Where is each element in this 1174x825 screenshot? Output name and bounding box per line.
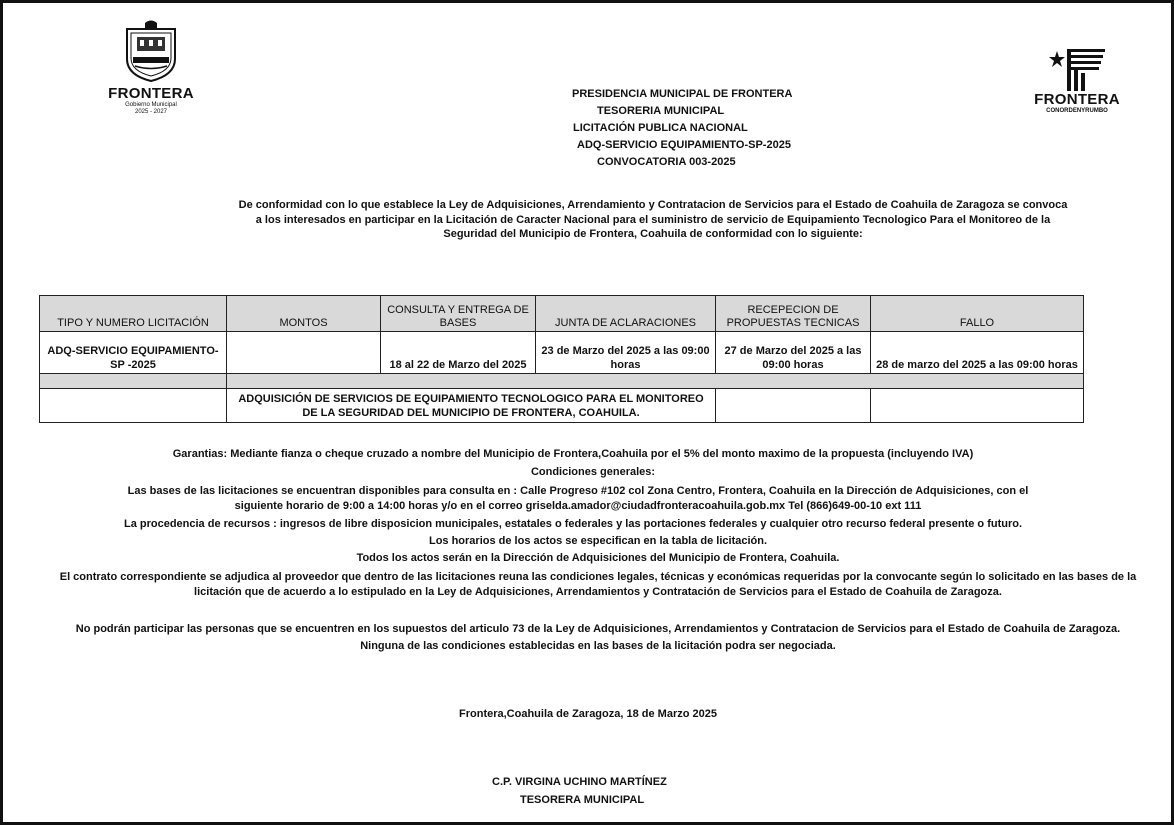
header-licitacion: LICITACIÓN PUBLICA NACIONAL [573, 122, 748, 134]
col-header-fallo: FALLO [871, 296, 1084, 332]
intro-line: Seguridad del Municipio de Frontera, Coahuila de conformidad con lo siguiente: [443, 228, 863, 240]
intro-paragraph [203, 198, 1103, 242]
licitacion-table [39, 295, 1084, 423]
place-date: Frontera,Coahuila de Zaragoza, 18 de Marzo 2025 [459, 708, 717, 720]
table-description-row [40, 389, 1084, 423]
ninguna-text: Ninguna de las condiciones establecidas en las bases de la licitación podra ser negociada. [360, 640, 836, 652]
no-podran-text: No podrán participar las personas que se encuentren en los supuestos del articulo 73 de la Ley de Adquisiciones, Arrendamientos y Contratacion de Servicios para el Estado de Coahuila de Zaragoza. [75, 623, 1121, 635]
cell-empty [716, 389, 871, 423]
frontera-brand-mark-icon [1047, 47, 1107, 91]
col-header-recepcion: RECEPECION DE PROPUESTAS TECNICAS [716, 296, 871, 332]
col-header-junta: JUNTA DE ACLARACIONES [536, 296, 716, 332]
intro-line: De conformidad con lo que establece la Ley de Adquisiciones, Arrendamiento y Contratacion de Servicios para el Estado de Coahuila de Zaragoza se convoca [238, 199, 1068, 211]
logo-left-subtitle: Gobierno Municipal [125, 102, 177, 108]
bases-line: siguiente horario de 9:00 a 14:00 horas y/o en el correo griselda.amador@ciudadfronteracoahuila.gob.mx Tel (866)649-00-10 ext 111 [234, 499, 922, 512]
cell-empty [40, 389, 227, 423]
bases-text [28, 484, 1128, 513]
table-row [40, 332, 1084, 374]
cell-empty [871, 389, 1084, 423]
table-header-row [40, 296, 1084, 332]
garantias-text: Garantias: Mediante fianza o cheque cruzado a nombre del Municipio de Frontera,Coahuila por el 5% del monto maximo de la propuesta (incluyendo IVA) [172, 448, 974, 460]
logo-left-period: 2025 - 2027 [134, 109, 168, 115]
cell-fallo: 28 de marzo del 2025 a las 09:00 horas [871, 332, 1084, 374]
signer-role: TESORERA MUNICIPAL [520, 794, 645, 806]
horarios-text: Los horarios de los actos se especifican en la tabla de licitación. [428, 535, 768, 547]
logo-right-name: FRONTERA [1034, 91, 1120, 108]
cell-junta: 23 de Marzo del 2025 a las 09:00 horas [536, 332, 716, 374]
actos-text: Todos los actos serán en la Dirección de Adquisiciones del Municipio de Frontera, Coahuila. [356, 552, 840, 564]
col-header-montos: MONTOS [227, 296, 381, 332]
contrato-line: El contrato correspondiente se adjudica al proveedor que dentro de las licitaciones reuna las condiciones legales, técnicas y económicas requeridas por la convocante según lo solicitado en las bases de la [59, 571, 1137, 583]
header-procedure-id: ADQ-SERVICIO EQUIPAMIENTO-SP-2025 [577, 139, 791, 151]
header-convocatoria: CONVOCATORIA 003-2025 [597, 156, 736, 168]
cell-description: ADQUISICIÓN DE SERVICIOS DE EQUIPAMIENTO TECNOLOGICO PARA EL MONITOREO DE LA SEGURIDAD DEL MUNICIPIO DE FRONTERA, COAHUILA. [227, 389, 716, 423]
cell-consulta: 18 al 22 de Marzo del 2025 [381, 332, 536, 374]
header-tesoreria: TESORERIA MUNICIPAL [597, 105, 725, 117]
cell-recepcion: 27 de Marzo del 2025 a las 09:00 horas [716, 332, 871, 374]
table-spacer-row [40, 374, 1084, 389]
col-header-tipo: TIPO Y NUMERO LICITACIÓN [40, 296, 227, 332]
logo-right-tagline: CONORDENYRUMBO [1046, 108, 1108, 114]
condiciones-title: Condiciones generales: [530, 466, 656, 478]
contrato-line: licitación que de acuerdo a lo estipulado en la Ley de Adquisiciones, Arrendamientos y Contratación de Servicios para el Estado de Coahuila de Zaragoza. [194, 585, 1002, 598]
frontera-government-logo [95, 19, 207, 125]
municipal-seal-icon [119, 19, 183, 83]
spacer-cell [40, 374, 227, 389]
spacer-cell [227, 374, 1084, 389]
contrato-text [28, 570, 1168, 599]
cell-tipo: ADQ-SERVICIO EQUIPAMIENTO-SP -2025 [40, 332, 227, 374]
intro-line: a los interesados en participar en la Licitación de Caracter Nacional para el suministro de servicio de Equipamiento Tecnologico Para el Monitoreo de la [255, 213, 1051, 226]
recursos-text: La procedencia de recursos : ingresos de libre disposicion municipales, estatales o federales y las portaciones federales y cualquier otro recurso federal presente o futuro. [123, 518, 1023, 530]
col-header-consulta: CONSULTA Y ENTREGA DE BASES [381, 296, 536, 332]
header-presidencia: PRESIDENCIA MUNICIPAL DE FRONTERA [572, 88, 793, 100]
frontera-con-orden-logo [1019, 47, 1135, 114]
bases-line: Las bases de las licitaciones se encuentran disponibles para consulta en : Calle Progreso #102 col Zona Centro, Frontera, Coahuila en la Dirección de Adquisiciones, con el [127, 485, 1029, 497]
cell-montos [227, 332, 381, 374]
logo-left-name: FRONTERA [108, 85, 194, 102]
signer-name: C.P. VIRGINA UCHINO MARTÍNEZ [492, 776, 667, 788]
